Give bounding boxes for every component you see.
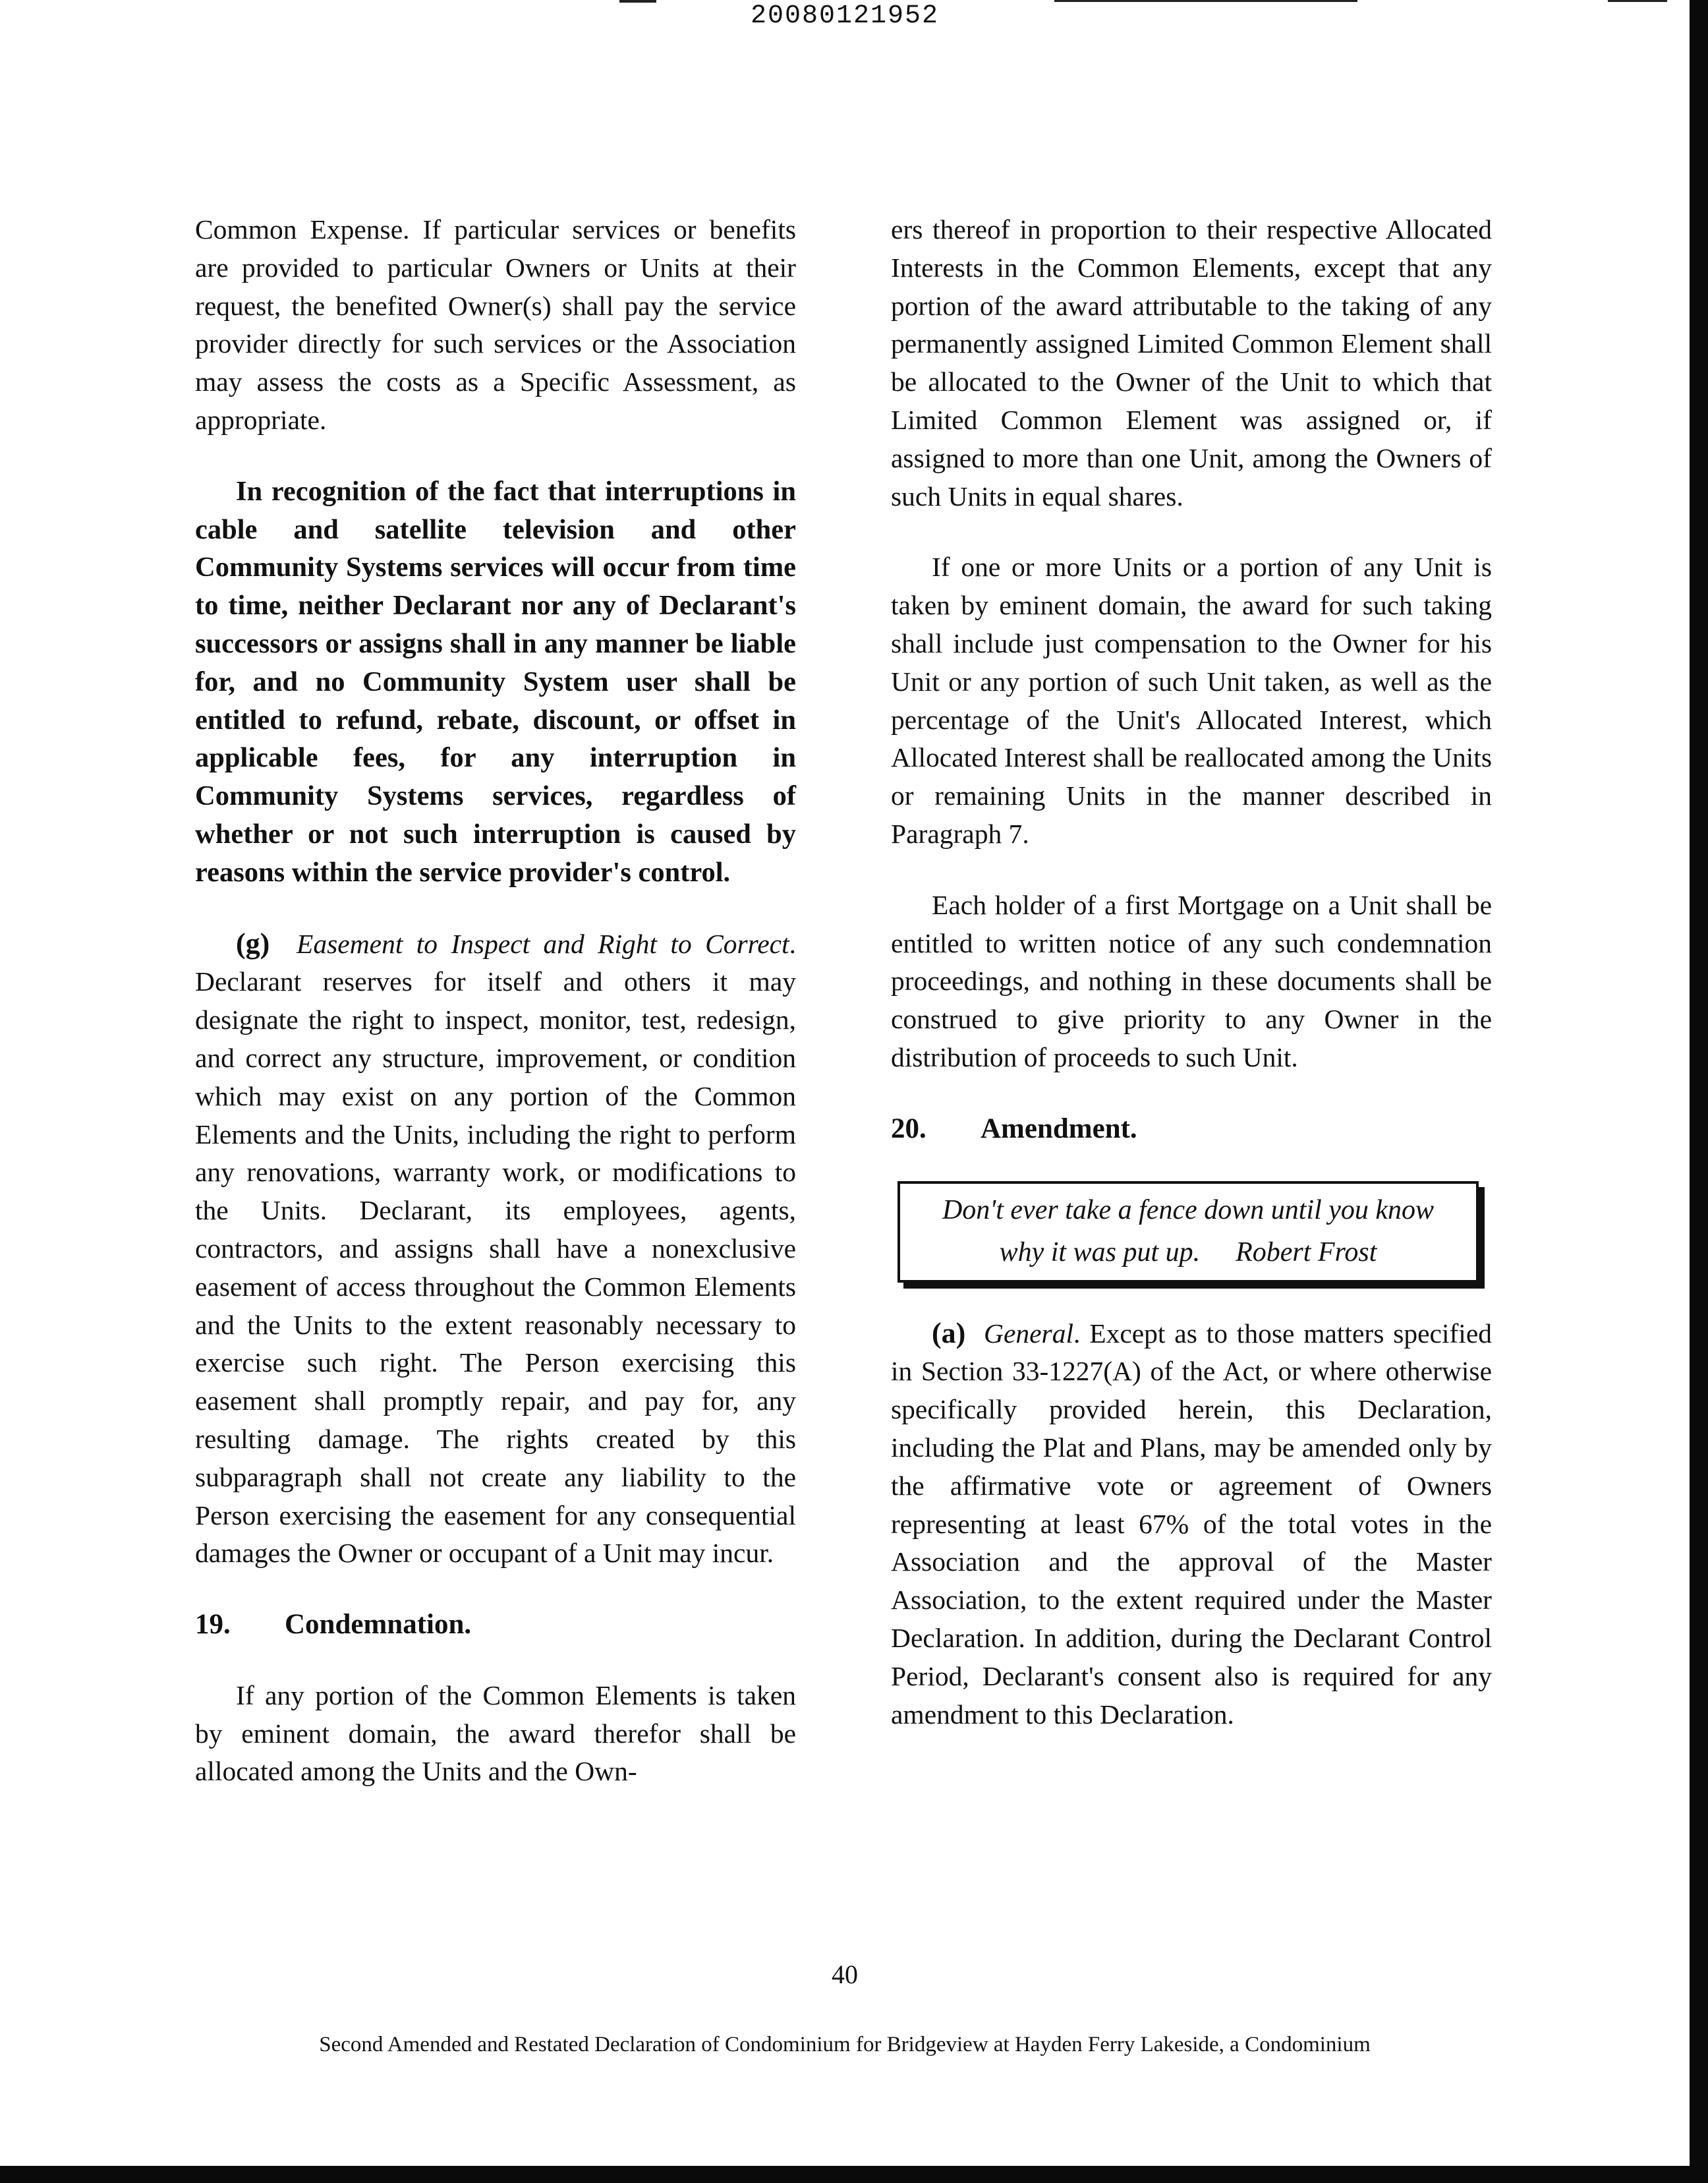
section-title: Condemnation. [285,1609,472,1641]
subsection-title: Easement to Inspect and Right to Correct [297,928,789,959]
footer-document-title: Second Amended and Restated Declaration of Condominium for Bridgeview at Hayden Ferry Lakeside, a Condominium [319,2033,1371,2056]
right-column [891,211,1492,1766]
paragraph-condemnation-common: If any portion of the Common Elements is taken by eminent domain, the award therefor shall be allocated among the Units and the Own- [195,1679,796,1787]
section-title: Amendment. [981,1113,1137,1144]
quote-box [897,1181,1479,1283]
quote-author: Robert Frost [1236,1237,1377,1267]
paragraph-allocated-interests: ers thereof in proportion to their respective Allocated Interests in the Common Elements, except that any portion of the award attributable to the taking of any permanently assigned Limited Common Element shall be allocated to the Owner of the Unit to which that Limited Common Element was assigned or, if assigned to more than one Unit, among the Owners of such Units in equal shares. [891,214,1492,511]
paragraph-units-taken: If one or more Units or a portion of any Unit is taken by eminent domain, the award for such taking shall include just compensation to the Owner for his Unit or any portion of such Unit taken, as well as the percentage of the Unit's Allocated Interest, which Allocated Interest shall be reallocated among the Units or remaining Units in the manner described in Paragraph 7. [891,552,1492,849]
scan-border-bottom [0,2166,1708,2183]
quote-line-2 [912,1231,1464,1273]
section-heading-condemnation [195,1606,796,1644]
document-number: 20080121952 [750,1,940,31]
subsection-body: . Except as to those matters specified in Section 33-1227(A) of the Act, or where otherwise specifically provided herein, this Declaration, including the Plat and Plans, may be amended only by the affirmative vote or agreement of Owners representing at least 67% of the total votes in the Association and the approval of the Master Association, to the extent required under the Master Declaration. In addition, during the Declarant Control Period, Declarant's consent also is required for any amendment to this Declaration. [891,1318,1493,1730]
subsection-label: (a) [932,1316,966,1349]
paragraph-mortgage-notice: Each holder of a first Mortgage on a Unit shall be entitled to written notice of any such condemnation proceedings, and nothing in these documents shall be construed to give priority to any Owner in the distribution of proceeds to such Unit. [891,889,1492,1072]
paragraph-easement-inspect [195,925,796,1573]
subsection-label: (g) [236,927,270,960]
section-number: 19. [195,1609,231,1641]
scan-border-right [1690,0,1708,2183]
paragraph-interruptions-disclaimer: In recognition of the fact that interruptions in cable and satellite television and other Community Systems services will occur from time to time, neither Declarant nor any of Declarant's successors or assigns shall in any manner be liable for, and no Community System user shall be entitled to refund, rebate, discount, or offset in applicable fees, for any interruption in Community Systems services, regardless of whether or not such interruption is caused by reasons within the service provider's control. [195,475,796,888]
section-number: 20. [891,1113,926,1144]
paragraph-amendment-general [891,1314,1492,1734]
left-column [195,211,796,1824]
quote-line-1: Don't ever take a fence down until you know [942,1194,1435,1225]
subsection-body: . Declarant reserves for itself and others it may designate the right to inspect, monitor, test, redesign, and correct any structure, improvement, or condition which may exist on any portion of the Common Elements and the Units, including the right to perform any renovations, warranty work, or modifications to the Units. Declarant, its employees, agents, contractors, and assigns shall have a nonexclusive easement of access throughout the Common Elements and the Units to the extent reasonably necessary to exercise such right. The Person exercising this easement shall promptly repair, and pay for, any resulting damage. The rights created by this subparagraph shall not create any liability to the Person exercising the easement for any consequential damages the Owner or occupant of a Unit may incur. [195,928,796,1569]
section-heading-amendment [891,1110,1492,1148]
subsection-title: General [984,1318,1073,1349]
quote-text: why it was put up. [999,1237,1201,1267]
paragraph-common-expense: Common Expense. If particular services or benefits are provided to particular Owners or Units at their request, the benefited Owner(s) shall pay the service provider directly for such services or the Association may assess the costs as a Specific Assessment, as appropriate. [195,214,796,435]
page-number: 40 [832,1960,858,1989]
